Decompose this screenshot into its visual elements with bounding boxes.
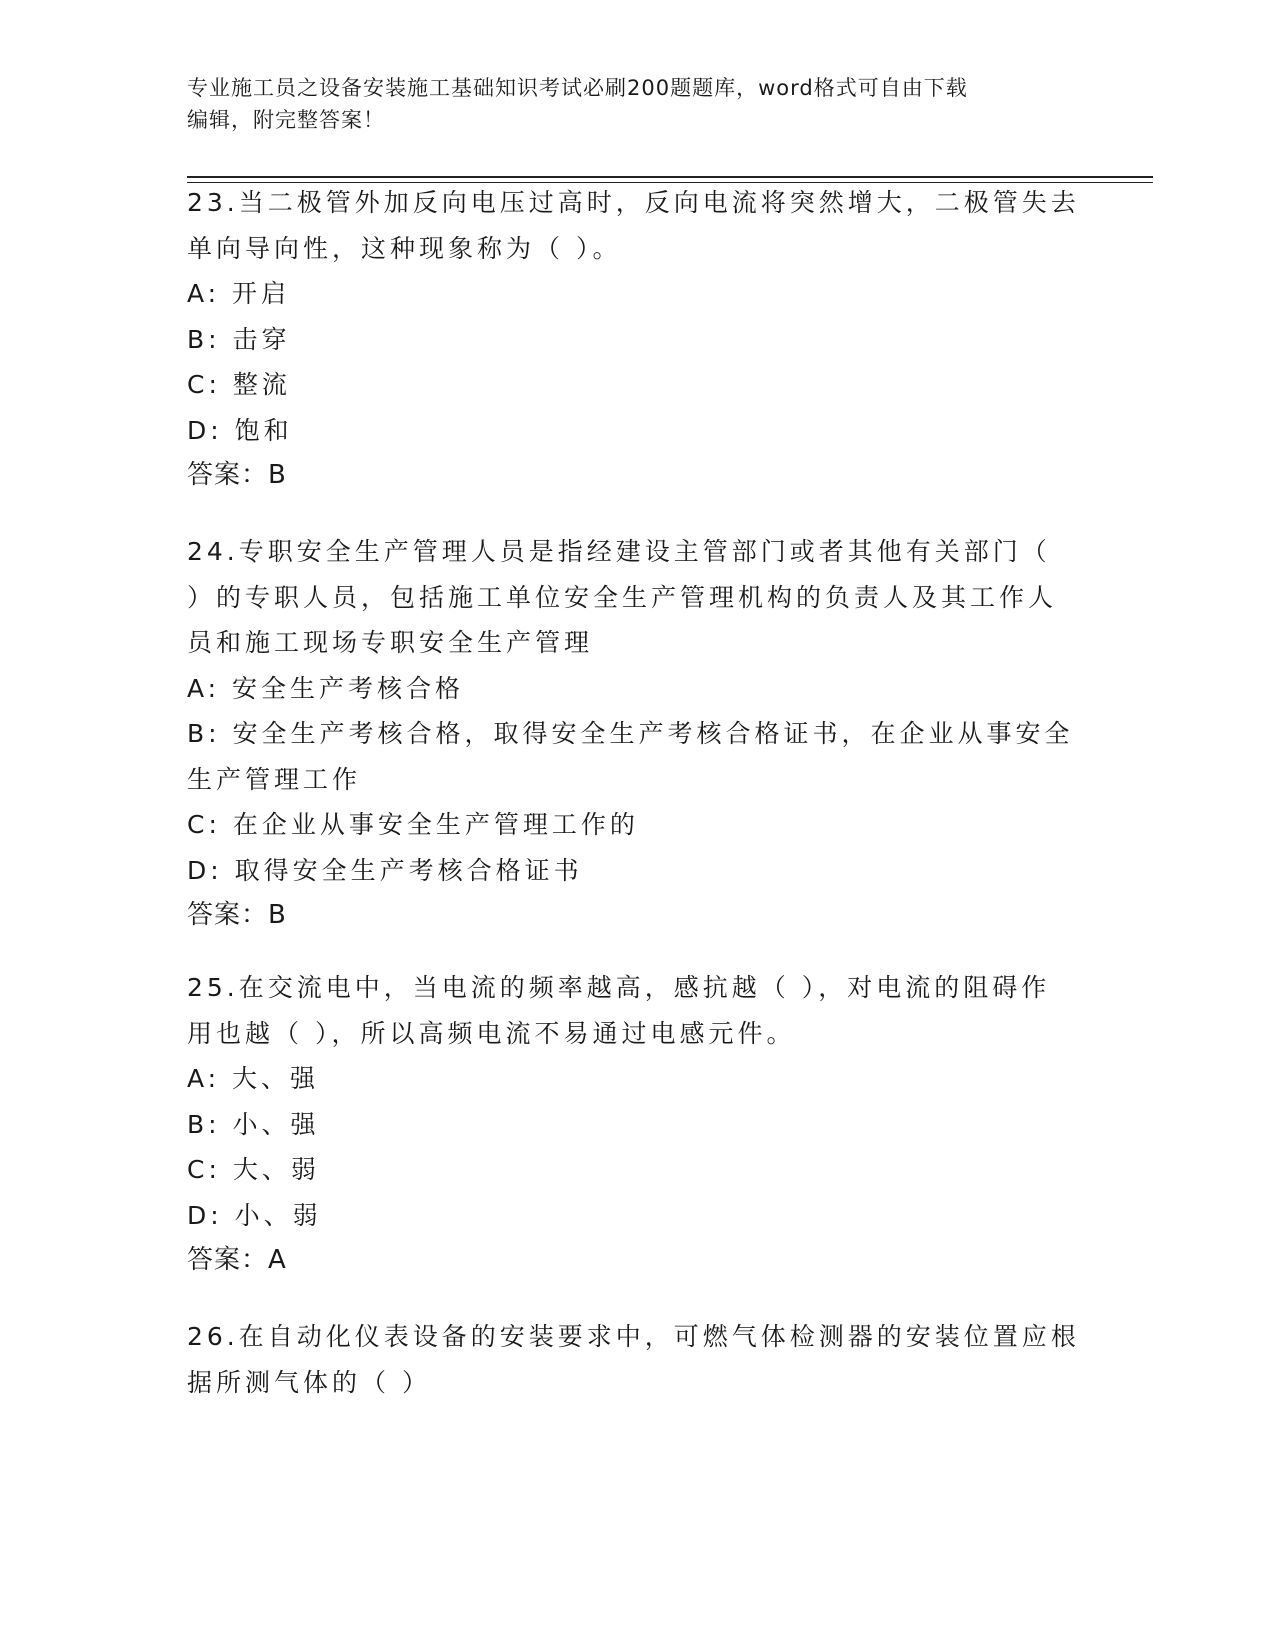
answer-label: 答案： (187, 1245, 269, 1275)
question-text-line: 26.在自动化仪表设备的安装要求中，可燃气体检测器的安装位置应根 (187, 1322, 1080, 1351)
header-line-1: 专业施工员之设备安装施工基础知识考试必刷200题题库，word格式可自由下载 (187, 76, 968, 100)
question-25 (187, 965, 1067, 1284)
option-a: A: 安全生产考核合格 (187, 673, 465, 703)
option-c: C: 在企业从事安全生产管理工作的 (187, 810, 639, 839)
option-a: A: 开启 (187, 279, 291, 308)
option-d: D: 取得安全生产考核合格证书 (187, 855, 583, 885)
answer-value: B (268, 900, 287, 930)
question-23 (187, 180, 1080, 499)
question-text-line: 25.在交流电中，当电流的频率越高，感抗越（ ），对电流的阻碍作 (187, 973, 1051, 1002)
header-rule-thick (187, 176, 1153, 178)
question-text-line: 23.当二极管外加反向电压过高时，反向电流将突然增大，二极管失去 (187, 188, 1080, 217)
answer-value: A (268, 1245, 287, 1275)
answer-line (187, 1238, 1067, 1284)
header-line-2: 编辑，附完整答案！ (187, 108, 385, 132)
question-text-line: 员和施工现场专职安全生产管理 (187, 628, 594, 657)
option-b: B: 安全生产考核合格，取得安全生产考核合格证书，在企业从事安全 (187, 719, 1074, 748)
option-b: B: 小、强 (187, 1109, 320, 1139)
option-b: B: 击穿 (187, 324, 291, 354)
answer-label: 答案： (187, 460, 269, 490)
option-a: A: 大、强 (187, 1064, 320, 1093)
option-b-continued: 生产管理工作 (187, 764, 362, 794)
answer-line (187, 893, 1067, 939)
question-text-line: ）的专职人员，包括施工单位安全生产管理机构的负责人及其工作人 (187, 582, 1058, 612)
question-26 (187, 1314, 1080, 1405)
document-header (187, 72, 1067, 136)
option-d: D: 小、弱 (187, 1200, 322, 1230)
question-text-line: 用也越（ ），所以高频电流不易通过电感元件。 (187, 1018, 796, 1048)
answer-label: 答案： (187, 900, 269, 930)
question-24 (187, 529, 1074, 939)
answer-line (187, 453, 1067, 499)
option-c: C: 整流 (187, 370, 291, 399)
question-text-line: 24.专职安全生产管理人员是指经建设主管部门或者其他有关部门（ (187, 537, 1051, 566)
option-d: D: 饱和 (187, 415, 293, 445)
question-text-line: 据所测气体的（ ） (187, 1367, 431, 1397)
option-c: C: 大、弱 (187, 1155, 320, 1184)
question-text-line: 单向导向性，这种现象称为（ ）。 (187, 233, 622, 263)
answer-value: B (268, 460, 287, 490)
